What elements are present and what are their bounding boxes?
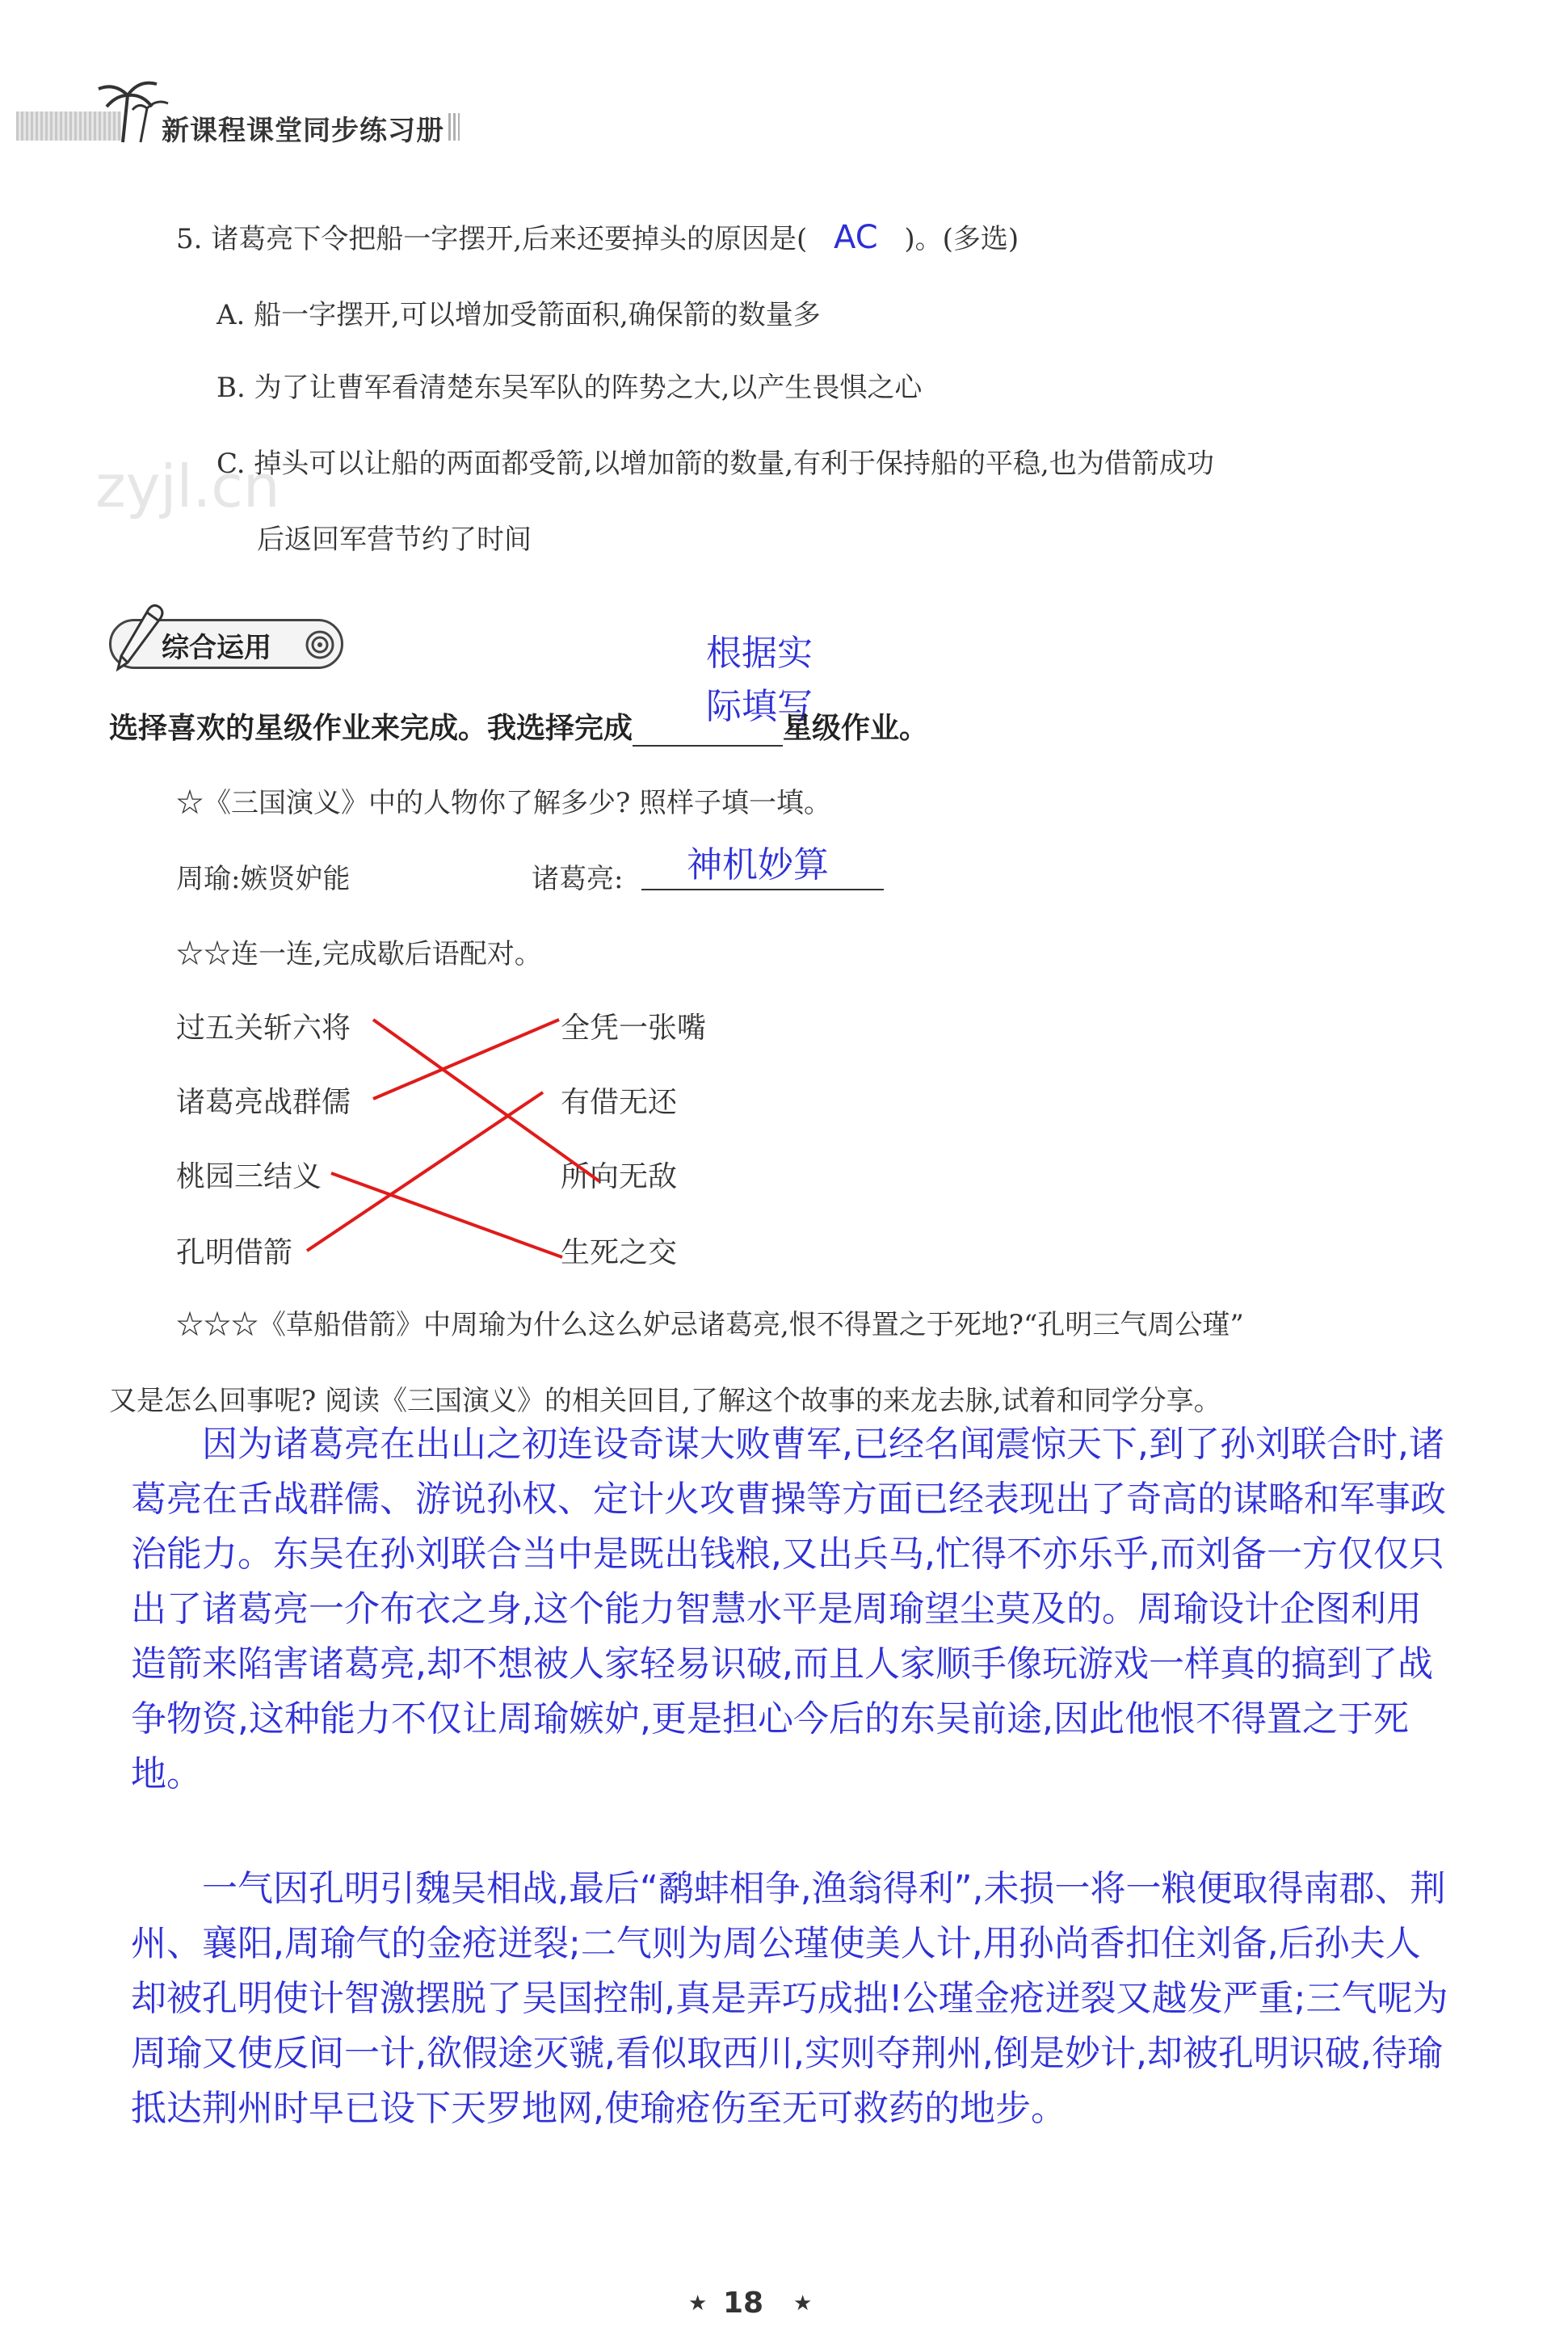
idiom-left-4: 孔明借箭	[176, 1236, 293, 1269]
star1-label: 诸葛亮:	[532, 863, 624, 895]
handwritten-choice-line2: 际填写	[706, 686, 813, 727]
answer-paragraph-2: 一气因孔明引魏吴相战,最后“鹬蚌相争,渔翁得利”,未损一将一粮便取得南郡、荆州、襄阳,周瑜气的金疮迸裂;二气则为周公瑾使美人计,用孙尚香扣住刘备,后孙夫人却被孔明使计智激摆脱了吴国控制,真是弄巧成拙!公瑾金疮迸裂又越发严重;三气呢为周瑜又使反间一计,欲假途灭虢,看似取西川,实则夺荆州,倒是妙计,却被孔明识破,待瑜抵达荆州时早已设下天罗地网,使瑜疮伤至无可救药的地步。	[131, 1868, 1448, 2129]
match-line-3	[331, 1173, 562, 1257]
star1-answer: 神机妙算	[687, 844, 829, 886]
match-line-1	[373, 1020, 599, 1181]
star3-prompt-line1: ☆☆☆《草船借箭》中周瑜为什么这么妒忌诸葛亮,恨不得置之于死地?“孔明三气周公瑾”	[176, 1309, 1244, 1341]
watermark: zyjl.cn	[95, 452, 280, 520]
handwritten-choice-line1: 根据实	[706, 633, 813, 674]
idiom-right-3: 所向无敌	[561, 1160, 678, 1193]
star1-prompt: ☆《三国演义》中的人物你了解多少? 照样子填一填。	[176, 787, 832, 819]
section-prompt-before: 选择喜欢的星级作业来完成。我选择完成	[109, 712, 633, 745]
idiom-right-1: 全凭一张嘴	[561, 1012, 707, 1045]
idiom-left-1: 过五关斩六将	[176, 1012, 351, 1045]
page-number: 18	[723, 2287, 764, 2320]
idiom-left-2: 诸葛亮战群儒	[176, 1086, 351, 1119]
option-a: A. 船一字摆开,可以增加受箭面积,确保箭的数量多	[216, 299, 821, 331]
answer-paragraph-1: 因为诸葛亮在出山之初连设奇谋大败曹军,已经名闻震惊天下,到了孙刘联合时,诸葛亮在舌战群儒、游说孙权、定计火攻曹操等方面已经表现出了奇高的谋略和军事政治能力。东吴在孙刘联合当中是既出钱粮,又出兵马,忙得不亦乐乎,而刘备一方仅仅只出了诸葛亮一介布衣之身,这个能力智慧水平是周瑜望尘莫及的。周瑜设计企图利用造箭来陷害诸葛亮,却不想被人家轻易识破,而且人家顺手像玩游戏一样真的搞到了战争物资,这种能力不仅让周瑜嫉妒,更是担心今后的东吴前途,因此他恨不得置之于死地。	[131, 1424, 1446, 1795]
star1-example: 周瑜:嫉贤妒能	[176, 863, 351, 895]
idiom-right-2: 有借无还	[561, 1086, 678, 1119]
star2-prompt: ☆☆连一连,完成歇后语配对。	[176, 938, 542, 970]
option-b: B. 为了让曹军看清楚东吴军队的阵势之大,以产生畏惧之心	[216, 372, 923, 404]
idiom-left-3: 桃园三结义	[176, 1160, 322, 1193]
section-prompt-after: 星级作业。	[783, 712, 929, 745]
star-left-icon: ★	[688, 2291, 708, 2316]
option-c-line2: 后返回军营节约了时间	[257, 524, 532, 556]
question-5-stem-after: )。(多选)	[904, 223, 1019, 255]
section-label: 综合运用	[162, 632, 271, 664]
star3-prompt-line2: 又是怎么回事呢? 阅读《三国演义》的相关回目,了解这个故事的来龙去脉,试着和同学分享。	[109, 1385, 1221, 1417]
question-5-answer: AC	[834, 219, 878, 256]
question-5-stem-before: 5. 诸葛亮下令把船一字摆开,后来还要掉头的原因是(	[176, 223, 808, 255]
match-line-4	[307, 1092, 543, 1251]
idiom-right-4: 生死之交	[561, 1236, 678, 1269]
option-c-line1: C. 掉头可以让船的两面都受箭,以增加箭的数量,有利于保持船的平稳,也为借箭成功	[216, 448, 1214, 480]
header-title: 新课程课堂同步练习册	[162, 115, 444, 147]
star-right-icon: ★	[793, 2291, 813, 2316]
